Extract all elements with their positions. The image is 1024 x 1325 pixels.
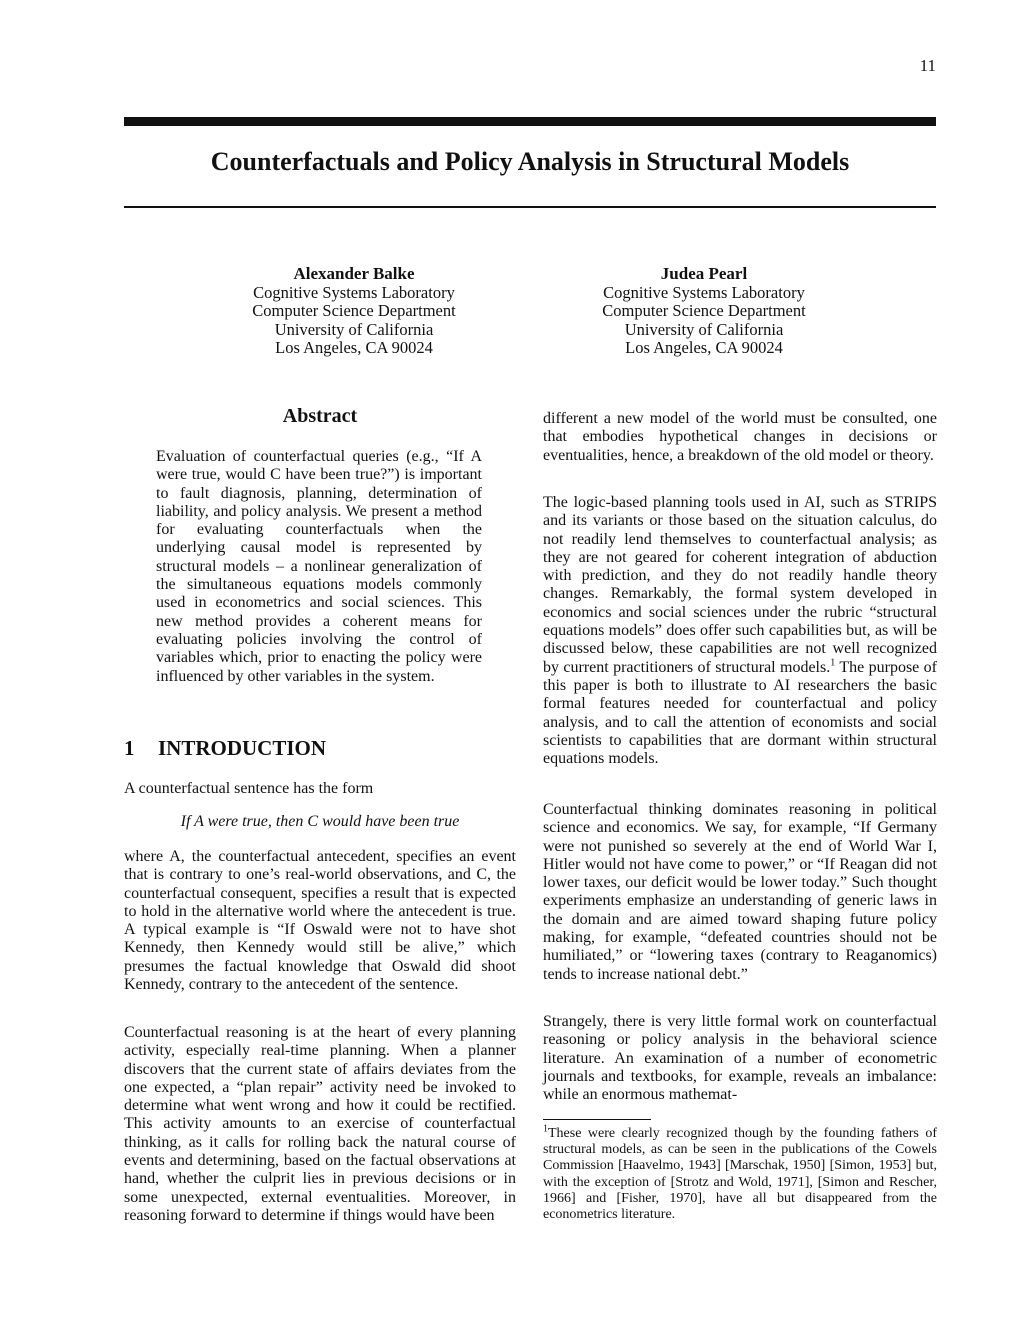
paragraph-logic-tools-a: The logic-based planning tools used in AI, such as STRIPS and its variants or those based on the situation calculus, do not readily lend themselves to counterfactual analysis; as they are not geared for coherent integration of abduction with prediction, and they do not readily handle theory changes. Remarkably, the formal system developed in economics and social sciences under the rubric “structural equations models” does offer such capabilities but, as will be discussed below, these capabilities are not well recognized by current practitioners of structural models. [543,494,937,676]
author-affiliation-dept: Computer Science Department [252,301,456,320]
abstract-text: Evaluation of counterfactual queries (e.g., “If A were true, would C have been true?”) is important to fault diagnosis, planning, determination of liability, and policy analysis. We present a method for evaluating counterfactuals when the underlying causal model is represented by structural models – a nonlinear generalization of the simultaneous equations models commonly used in econometrics and social sciences. This new method provides a coherent means for evaluating policies involving the control of variables which, prior to enacting the policy were influenced by other variables in the system. [156,448,482,685]
author-name: Judea Pearl [660,264,748,283]
header-rule [124,117,936,126]
paragraph-planning: Counterfactual reasoning is at the heart of every planning activity, especially real-time planning. When a planner discovers that the current state of affairs deviates from the one expected, a “plan repair” activity need be invoked to determine what went wrong and how it could be rectified. This activity amounts to an exercise of counterfactual thinking, as it calls for rolling back the natural course of events and determining, based on the factual observations at hand, whether the culprit lies in previous decisions or in some unexpected, external eventualities. Moreover, in reasoning forward to determine if things would have been [124,1024,516,1224]
paragraph-definition: where A, the counterfactual antecedent, specifies an event that is contrary to one’s real-world observations, and C, the counterfactual consequent, specifies a result that is expected to hold in the alternative world where the antecedent is true. A typical example is “If Oswald were not to have shot Kennedy, then Kennedy would still be alive,” which presumes the factual knowledge that Oswald did shoot Kennedy, contrary to the antecedent of the sentence. [124,848,516,994]
author-affiliation-univ: University of California [274,319,434,339]
paragraph-literature: Strangely, there is very little formal work on counterfactual reasoning or policy analysis in the behavioral science literature. An examination of a number of econometric journals and textbooks, for example, reveals an imbalance: while an enormous mathemat- [543,1013,937,1104]
footnote-ref: 1 [830,657,836,669]
section-heading [124,736,326,761]
paper-title: Counterfactuals and Policy Analysis in Structural Models [210,147,850,176]
paragraph-logic-tools-b: The purpose of this paper is both to illustrate to AI researchers the basic formal features needed for counterfactual and policy analysis, and to call the attention of economists and social scientists to capabilities that are dormant within structural equations models. [543,658,937,768]
footnote-mark: 1 [543,1123,548,1135]
section-number: 1 [124,736,135,760]
abstract-heading: Abstract [282,405,358,427]
author-affiliation-lab: Cognitive Systems Laboratory [603,282,805,302]
footnote-text: These were clearly recognized though by the founding fathers of structural models, as can be seen in the publications of the Cowels Commission [Haavelmo, 1943] [Marschak, 1950] [Simon, 1953] but, with the exception of [Strotz and Wold, 1971], [Simon and Rescher, 1966] and [Fisher, 1970], have all but disappeared from the econometrics literature. [543,1126,937,1223]
section-title: INTRODUCTION [158,736,327,760]
author-affiliation-lab: Cognitive Systems Laboratory [253,282,455,302]
author-affiliation-city: Los Angeles, CA 90024 [625,338,783,357]
author-block-pearl [544,265,864,358]
paragraph-continuation: different a new model of the world must be consulted, one that embodies hypothetical changes in decisions or eventualities, hence, a breakdown of the old model or theory. [543,410,937,464]
author-affiliation-univ: University of California [624,319,784,339]
author-name: Alexander Balke [293,264,415,283]
author-affiliation-dept: Computer Science Department [602,301,806,320]
footnote-rule [543,1119,651,1120]
paragraph-political-science: Counterfactual thinking dominates reasoning in political science and economics. We say, for example, “If Germany were not punished so severely at the end of World War I, Hitler would not have come to power,” or “If Reagan did not lower taxes, our deficit would be lower today.” Such thought experiments emphasize an understanding of generic laws in the domain and are aimed toward shaping future policy making, for example, “defeated countries should not be humiliated,” or “lowering taxes (contrary to Reaganomics) tends to increase national debt.” [543,801,937,983]
counterfactual-formula: If A were true, then C would have been true [180,813,460,830]
page-number: 11 [919,56,936,75]
title-rule [124,206,936,208]
footnote [543,1123,937,1223]
author-affiliation-city: Los Angeles, CA 90024 [275,338,433,357]
paragraph-logic-tools [543,494,937,768]
author-block-balke [194,265,514,358]
intro-sentence: A counterfactual sentence has the form [124,780,374,797]
